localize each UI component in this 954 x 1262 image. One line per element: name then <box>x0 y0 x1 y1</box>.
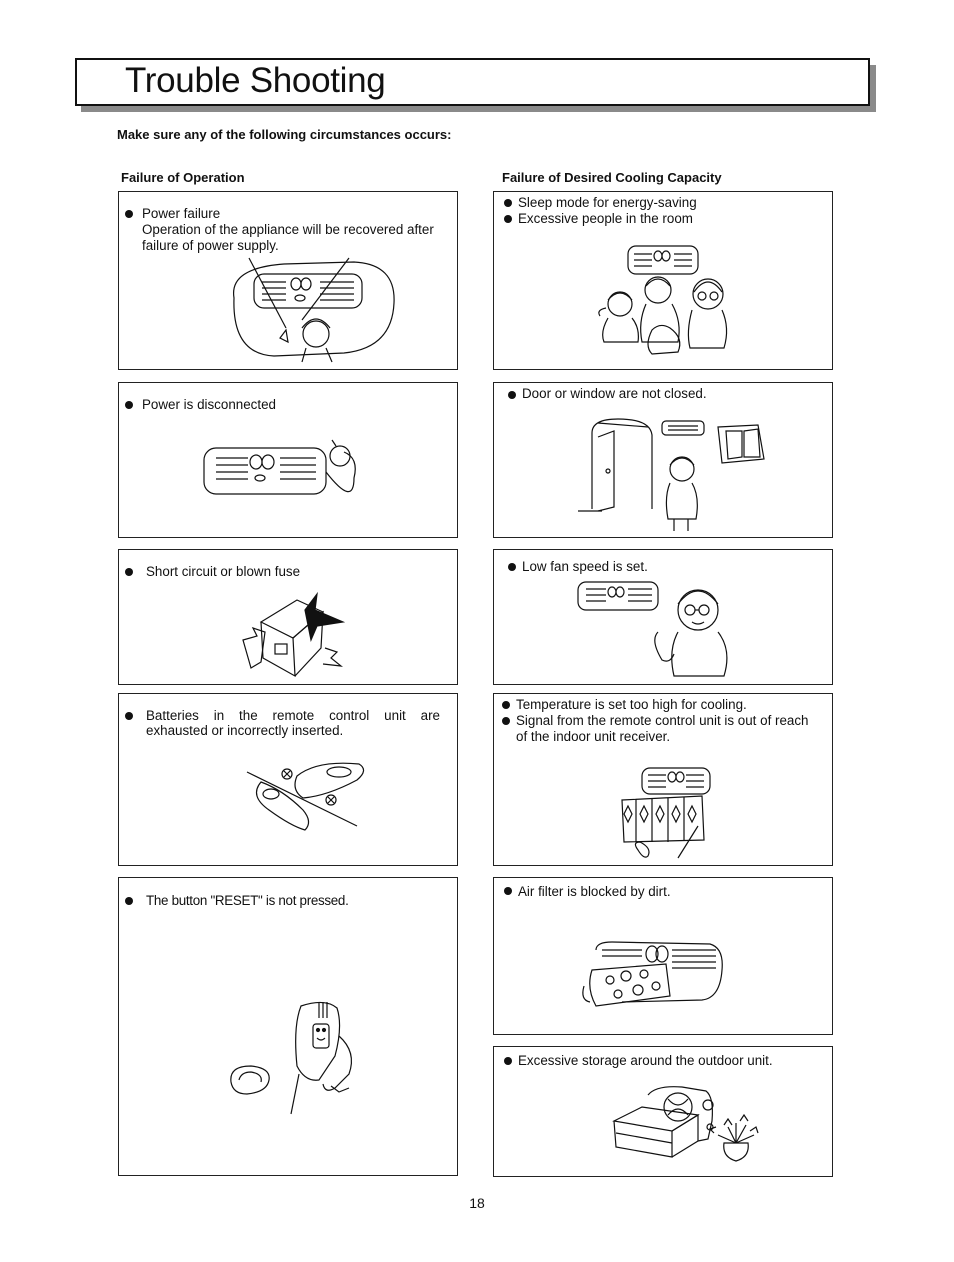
air-conditioner-icon <box>578 580 738 684</box>
right-column-heading: Failure of Desired Cooling Capacity <box>502 170 722 185</box>
air-filter-text: Air filter is blocked by dirt. <box>518 884 671 899</box>
door-window-text: Door or window are not closed. <box>522 386 707 401</box>
bullet-icon <box>504 1057 512 1065</box>
bullet-icon <box>125 712 133 720</box>
remote-control-icon <box>618 766 718 862</box>
air-filter-box <box>493 877 833 1035</box>
reset-text: The button "RESET" is not pressed. <box>146 893 349 908</box>
reset-box <box>118 877 458 1176</box>
bullet-icon <box>125 401 133 409</box>
sleep-mode-text: Sleep mode for energy-saving <box>518 195 697 210</box>
bullet-icon <box>504 199 512 207</box>
door-window-box <box>493 382 833 538</box>
storage-text: Excessive storage around the outdoor unit. <box>518 1053 773 1068</box>
bullet-icon <box>504 215 512 223</box>
power-disconnected-text: Power is disconnected <box>142 397 276 412</box>
bullet-icon <box>125 210 133 218</box>
low-fan-text: Low fan speed is set. <box>522 559 648 574</box>
signal-text-1: Signal from the remote control unit is out of reach <box>516 713 809 728</box>
short-circuit-box <box>118 549 458 685</box>
sleep-mode-box <box>493 191 833 370</box>
bullet-icon <box>125 897 133 905</box>
page-number: 18 <box>469 1195 485 1211</box>
power-failure-label: Power failure <box>142 206 221 221</box>
outdoor-storage-box <box>493 1046 833 1177</box>
remote-control-icon <box>227 996 357 1116</box>
bullet-icon <box>508 563 516 571</box>
power-failure-box <box>118 191 458 370</box>
people-icon <box>594 242 739 360</box>
door-icon <box>578 413 778 533</box>
signal-text-2: of the indoor unit receiver. <box>516 729 671 744</box>
left-column-heading: Failure of Operation <box>121 170 245 185</box>
temperature-text: Temperature is set too high for cooling. <box>516 697 747 712</box>
bullet-icon <box>125 568 133 576</box>
air-conditioner-icon <box>582 940 727 1010</box>
batteries-text-1: Batteries in the remote control unit are <box>146 708 440 723</box>
batteries-box <box>118 693 458 866</box>
intro-text: Make sure any of the following circumstances occurs: <box>117 127 452 142</box>
batteries-text-2: exhausted or incorrectly inserted. <box>146 723 344 738</box>
air-conditioner-icon <box>224 258 399 364</box>
bullet-icon <box>508 391 516 399</box>
excessive-people-text: Excessive people in the room <box>518 211 693 226</box>
bullet-icon <box>504 887 512 895</box>
short-circuit-text: Short circuit or blown fuse <box>146 564 301 579</box>
temperature-box <box>493 693 833 866</box>
low-fan-box <box>493 549 833 685</box>
bullet-icon <box>502 717 510 725</box>
page-title: Trouble Shooting <box>125 61 386 100</box>
outdoor-unit-icon <box>612 1085 762 1167</box>
bullet-icon <box>502 701 510 709</box>
title-box <box>75 58 870 106</box>
power-failure-detail-2: failure of power supply. <box>142 238 279 253</box>
power-failure-detail-1: Operation of the appliance will be recovered after <box>142 222 434 237</box>
remote-control-icon <box>247 756 362 838</box>
fuse-icon <box>237 592 349 682</box>
power-disconnected-box <box>118 382 458 538</box>
air-conditioner-icon <box>204 438 359 503</box>
